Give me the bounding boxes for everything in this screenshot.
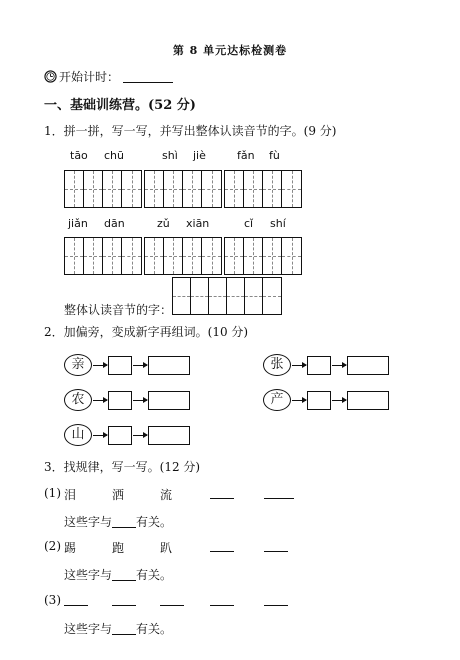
radical-item bbox=[263, 354, 389, 376]
new-char-box[interactable] bbox=[108, 426, 132, 445]
reason-pre: 这些字与 bbox=[64, 568, 113, 582]
answer-blank[interactable] bbox=[210, 486, 234, 499]
char-circle: 张 bbox=[263, 354, 291, 376]
pinyin: zǔ bbox=[157, 217, 170, 230]
new-char-box[interactable] bbox=[108, 391, 132, 410]
reason-line bbox=[64, 620, 172, 637]
pinyin: chū bbox=[104, 149, 124, 162]
reason-blank[interactable] bbox=[112, 568, 136, 581]
new-char-box[interactable] bbox=[307, 391, 331, 410]
writing-grid[interactable] bbox=[64, 237, 142, 275]
pinyin: shì bbox=[162, 149, 178, 162]
pinyin: fǎn bbox=[237, 149, 255, 162]
reason-blank[interactable] bbox=[112, 622, 136, 635]
section-heading: 一、基础训练营。(52 分) bbox=[44, 98, 196, 113]
writing-grid[interactable] bbox=[64, 170, 142, 208]
reason-post: 有关。 bbox=[136, 515, 173, 529]
arrow-icon bbox=[93, 435, 107, 436]
char-circle: 亲 bbox=[64, 354, 92, 376]
answer-blank[interactable] bbox=[264, 486, 294, 499]
reason-blank[interactable] bbox=[112, 515, 136, 528]
arrow-icon bbox=[332, 400, 346, 401]
clock-icon bbox=[44, 70, 57, 83]
arrow-icon bbox=[292, 400, 306, 401]
new-char-box[interactable] bbox=[108, 356, 132, 375]
char-circle: 产 bbox=[263, 389, 291, 411]
pinyin: jiè bbox=[193, 149, 206, 162]
arrow-icon bbox=[292, 365, 306, 366]
answer-blank[interactable] bbox=[264, 539, 288, 552]
radical-item bbox=[263, 389, 389, 411]
q2-prompt: 2．加偏旁，变成新字再组词。(10 分) bbox=[44, 325, 249, 339]
radical-item bbox=[64, 354, 190, 376]
pinyin: jiǎn bbox=[68, 217, 88, 230]
arrow-icon bbox=[133, 400, 147, 401]
q1-prompt: 1．拼一拼，写一写，并写出整体认读音节的字。(9 分) bbox=[44, 124, 337, 138]
word-box[interactable] bbox=[347, 356, 389, 375]
whole-syllable-label: 整体认读音节的字： bbox=[64, 303, 173, 317]
pinyin: tāo bbox=[70, 149, 88, 162]
part-label: (3) bbox=[44, 593, 61, 607]
pinyin: fù bbox=[269, 149, 280, 162]
answer-blank[interactable] bbox=[112, 593, 136, 606]
timer-label: 开始计时： bbox=[59, 70, 120, 84]
pattern-char: 泪 bbox=[64, 488, 77, 502]
reason-post: 有关。 bbox=[136, 568, 173, 582]
answer-blank[interactable] bbox=[264, 593, 288, 606]
arrow-icon bbox=[93, 365, 107, 366]
timer-blank[interactable] bbox=[123, 70, 173, 83]
arrow-icon bbox=[332, 365, 346, 366]
timer-row bbox=[44, 68, 173, 85]
arrow-icon bbox=[133, 365, 147, 366]
answer-blank[interactable] bbox=[210, 593, 234, 606]
new-char-box[interactable] bbox=[307, 356, 331, 375]
pinyin: xiān bbox=[186, 217, 210, 230]
answer-blank[interactable] bbox=[160, 593, 184, 606]
word-box[interactable] bbox=[148, 426, 190, 445]
q3-prompt: 3．找规律，写一写。(12 分) bbox=[44, 460, 201, 474]
answer-blank[interactable] bbox=[64, 593, 88, 606]
word-box[interactable] bbox=[148, 356, 190, 375]
page-title: 第 8 单元达标检测卷 bbox=[172, 44, 288, 57]
pattern-char: 洒 bbox=[112, 488, 125, 502]
writing-grid[interactable] bbox=[144, 170, 222, 208]
reason-line bbox=[64, 566, 172, 583]
writing-grid[interactable] bbox=[224, 170, 302, 208]
pattern-char: 踢 bbox=[64, 541, 77, 555]
reason-pre: 这些字与 bbox=[64, 515, 113, 529]
word-box[interactable] bbox=[148, 391, 190, 410]
radical-item bbox=[64, 424, 190, 446]
part-label: (1) bbox=[44, 486, 61, 500]
pattern-char: 趴 bbox=[160, 541, 173, 555]
pinyin: cǐ bbox=[244, 217, 254, 230]
arrow-icon bbox=[133, 435, 147, 436]
char-circle: 农 bbox=[64, 389, 92, 411]
reason-pre: 这些字与 bbox=[64, 622, 113, 636]
char-circle: 山 bbox=[64, 424, 92, 446]
pinyin: shí bbox=[270, 217, 286, 230]
word-box[interactable] bbox=[347, 391, 389, 410]
arrow-icon bbox=[93, 400, 107, 401]
whole-syllable-grid[interactable] bbox=[172, 277, 282, 315]
pinyin: dān bbox=[104, 217, 125, 230]
answer-blank[interactable] bbox=[210, 539, 234, 552]
radical-item bbox=[64, 389, 190, 411]
pattern-char: 流 bbox=[160, 488, 173, 502]
reason-post: 有关。 bbox=[136, 622, 173, 636]
writing-grid[interactable] bbox=[224, 237, 302, 275]
writing-grid[interactable] bbox=[144, 237, 222, 275]
pattern-char: 跑 bbox=[112, 541, 125, 555]
part-label: (2) bbox=[44, 539, 61, 553]
reason-line bbox=[64, 513, 172, 530]
